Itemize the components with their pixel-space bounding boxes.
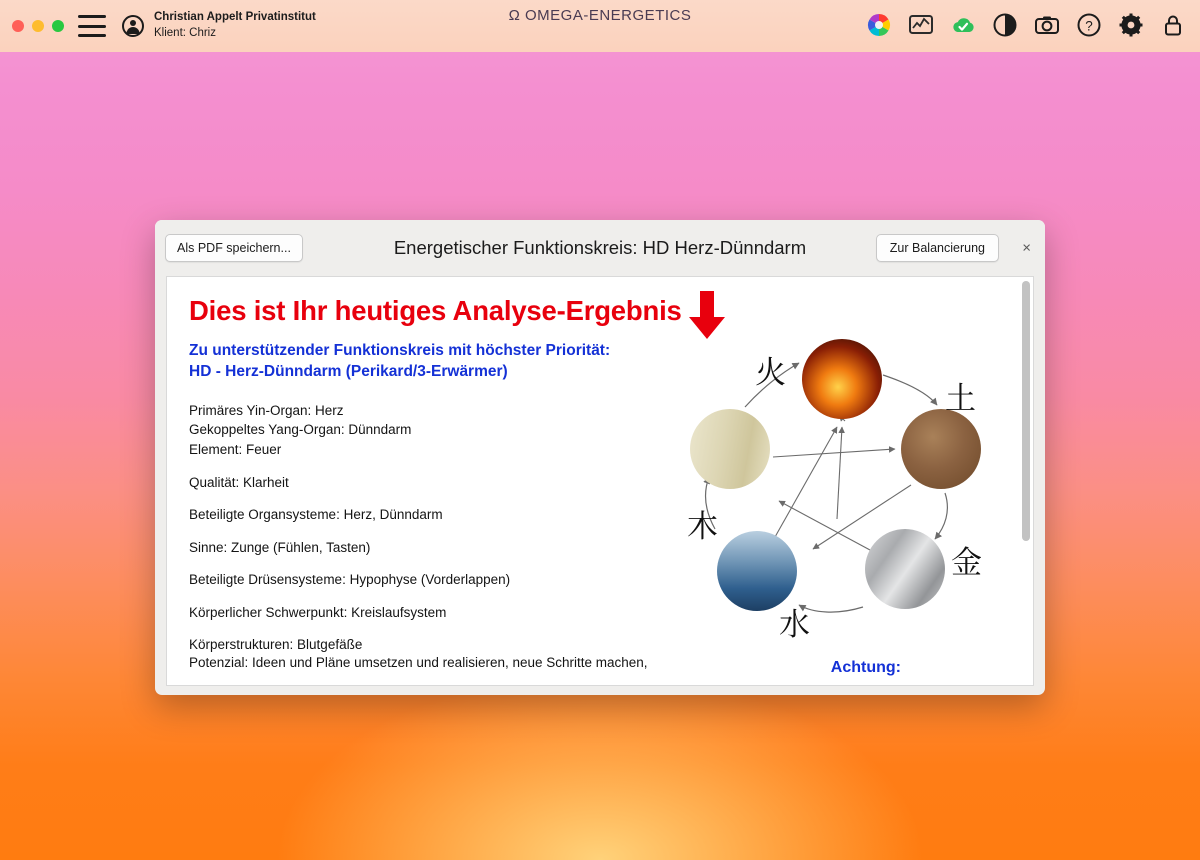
toolbar-icons xyxy=(866,12,1186,38)
app-brand-title: Ω OMEGA-ENERGETICS xyxy=(508,7,692,24)
lock-icon[interactable] xyxy=(1160,12,1186,38)
dialog-content-area xyxy=(166,276,1034,686)
fact-element: Element: Feuer xyxy=(189,441,282,457)
client-name: Klient: Chriz xyxy=(154,27,216,39)
close-window-button[interactable] xyxy=(12,20,24,32)
zoom-window-button[interactable] xyxy=(52,20,64,32)
report-content xyxy=(167,277,1021,686)
settings-gear-icon[interactable] xyxy=(1118,12,1144,38)
user-name: Christian Appelt Privatinstitut xyxy=(154,11,316,24)
report-subtitle-line2: HD - Herz-Dünndarm (Perikard/3-Erwärmer) xyxy=(189,362,508,380)
window-titlebar xyxy=(0,0,1200,52)
detail-sinne: Sinne: Zunge (Fühlen, Tasten) xyxy=(189,539,371,555)
element-wood-image xyxy=(690,409,770,489)
user-account-icon[interactable] xyxy=(122,15,144,37)
detail-potenzial: Potenzial: Ideen und Pläne umsetzen und realisieren, neue Schritte machen, xyxy=(189,655,648,671)
color-wheel-icon[interactable] xyxy=(866,12,892,38)
attention-label: Achtung: xyxy=(830,659,901,676)
detail-koerperstrukturen: Körperstrukturen: Blutgefäße xyxy=(189,637,363,653)
fact-yang-organ: Gekoppeltes Yang-Organ: Dünndarm xyxy=(189,422,412,438)
element-metal-hanzi: 金 xyxy=(951,545,982,581)
element-earth-image xyxy=(901,409,981,489)
detail-schwerpunkt: Körperlicher Schwerpunkt: Kreislaufsystem xyxy=(189,604,447,620)
element-wood-hanzi: 木 xyxy=(687,509,718,545)
element-fire-hanzi: 火 xyxy=(755,355,786,391)
contrast-icon[interactable] xyxy=(992,12,1018,38)
help-icon[interactable] xyxy=(1076,12,1102,38)
dialog-title: Energetischer Funktionskreis: HD Herz-Dünndarm xyxy=(393,237,807,258)
scrollbar-thumb[interactable] xyxy=(1022,281,1030,541)
element-fire-image xyxy=(802,339,882,419)
user-info xyxy=(154,10,316,41)
element-metal-image xyxy=(865,529,945,609)
camera-icon[interactable] xyxy=(1034,12,1060,38)
report-headline: Dies ist Ihr heutiges Analyse-Ergebnis xyxy=(189,295,682,326)
five-element-wheel xyxy=(687,289,1007,643)
content-scrollbar[interactable] xyxy=(1022,281,1030,681)
minimize-window-button[interactable] xyxy=(32,20,44,32)
dialog-header xyxy=(155,220,1045,276)
close-dialog-icon[interactable]: × xyxy=(1022,239,1031,257)
highlight-arrow-icon xyxy=(687,289,727,341)
element-water-hanzi: 水 xyxy=(779,607,810,643)
menu-hamburger-icon[interactable] xyxy=(78,15,106,37)
fact-yin-organ: Primäres Yin-Organ: Herz xyxy=(189,402,344,418)
traffic-lights xyxy=(12,20,64,32)
report-subtitle-line1: Zu unterstützender Funktionskreis mit höchster Priorität: xyxy=(189,342,611,359)
go-to-balancing-button[interactable]: Zur Balancierung xyxy=(876,234,999,262)
detail-qualitaet: Qualität: Klarheit xyxy=(189,474,289,490)
save-as-pdf-button[interactable]: Als PDF speichern... xyxy=(165,234,303,262)
detail-druesensysteme: Beteiligte Drüsensysteme: Hypophyse (Vorderlappen) xyxy=(189,572,511,588)
chart-monitor-icon[interactable] xyxy=(908,12,934,38)
cloud-check-icon[interactable] xyxy=(950,12,976,38)
element-earth-hanzi: 土 xyxy=(945,381,976,417)
content-fade xyxy=(167,679,1021,686)
detail-organsysteme: Beteiligte Organsysteme: Herz, Dünndarm xyxy=(189,507,443,523)
analysis-result-dialog xyxy=(155,220,1045,695)
svg-text:?: ? xyxy=(1085,18,1093,34)
